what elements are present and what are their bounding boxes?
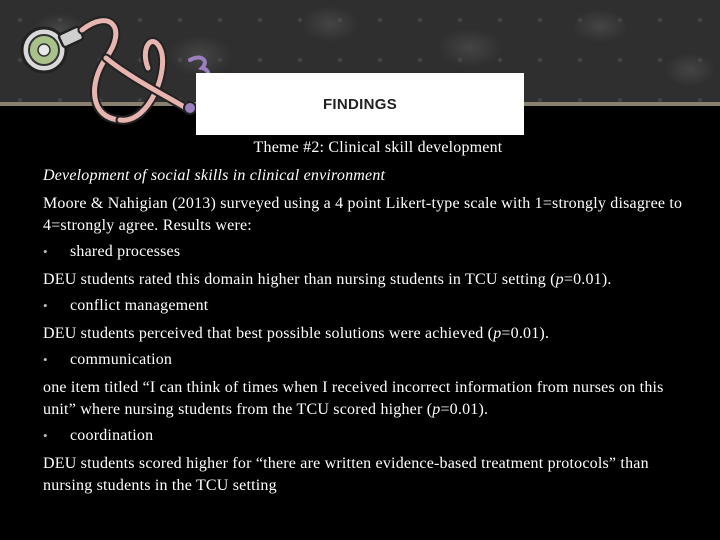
bullet-label: shared processes (70, 243, 181, 260)
bullet-marker: • (43, 428, 48, 443)
slide-body (43, 137, 683, 501)
bullet-label: communication (70, 351, 173, 368)
intro-paragraph: Moore & Nahigian (2013) surveyed using a 4 point Likert-type scale with 1=strongly disagree to 4=strongly agree. Results were: (43, 195, 683, 234)
bullet-item (43, 295, 683, 317)
theme-heading: Theme #2: Clinical skill development (253, 139, 503, 156)
bullet-item (43, 425, 683, 447)
finding-text: DEU students perceived that best possible solutions were achieved (p=0.01). (43, 325, 550, 342)
title-box (196, 73, 524, 135)
bullet-marker: • (43, 244, 48, 259)
bullet-item (43, 349, 683, 371)
finding-text: DEU students scored higher for “there are written evidence-based treatment protocols” than nursing students in the TCU setting (43, 455, 649, 494)
bullet-marker: • (43, 298, 48, 313)
bullet-item (43, 241, 683, 263)
bullet-label: coordination (70, 427, 154, 444)
bullet-marker: • (43, 352, 48, 367)
slide-title: FINDINGS (322, 95, 398, 113)
finding-text: one item titled “I can think of times when I received incorrect information from nurses on this unit” where nursing students from the TCU scored higher (p=0.01). (43, 379, 664, 418)
bullet-label: conflict management (70, 297, 209, 314)
finding-text: DEU students rated this domain higher than nursing students in TCU setting (p=0.01). (43, 271, 612, 288)
section-subtitle: Development of social skills in clinical environment (43, 167, 386, 184)
